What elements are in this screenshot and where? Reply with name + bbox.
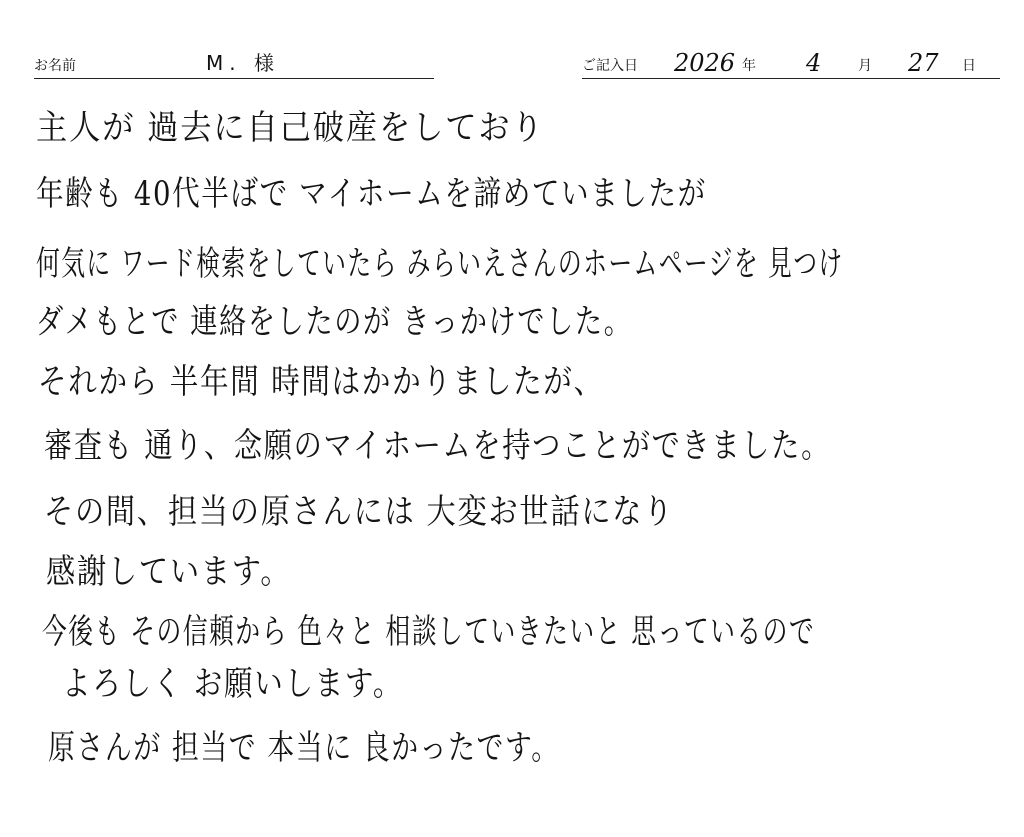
message-line: その間、担当の原さんには 大変お世話になり: [44, 492, 675, 532]
message-line: 年齢も 40代半ばで マイホームを諦めていましたが: [36, 174, 707, 214]
message-line: 原さんが 担当で 本当に 良かったです。: [48, 728, 560, 768]
date-label: ご記入日: [582, 58, 638, 74]
name-label: お名前: [34, 58, 76, 74]
date-year-value: 2026: [674, 49, 736, 77]
date-month-label: 月: [858, 58, 872, 74]
message-line: 主人が 過去に自己破産をしており: [36, 108, 545, 148]
date-day-value: 27: [908, 49, 939, 77]
name-field: [34, 50, 434, 79]
message-line: 感謝しています。: [46, 552, 292, 592]
name-value: M. 様: [206, 51, 280, 75]
message-line: ダメもとで 連絡をしたのが きっかけでした。: [36, 302, 633, 342]
date-month-value: 4: [806, 49, 822, 77]
message-line: それから 半年間 時間はかかりましたが、: [38, 362, 604, 402]
message-line: 何気に ワード検索をしていたら みらいえさんのホームページを 見つけ: [36, 244, 844, 284]
date-field: [582, 50, 1000, 79]
date-day-label: 日: [962, 58, 976, 74]
date-year-label: 年: [742, 58, 756, 74]
message-line: 今後も その信頼から 色々と 相談していきたいと 思っているので: [42, 612, 816, 652]
message-line: よろしく お願いします。: [62, 664, 404, 704]
message-line: 審査も 通り、念願のマイホームを持つことができました。: [44, 426, 831, 466]
